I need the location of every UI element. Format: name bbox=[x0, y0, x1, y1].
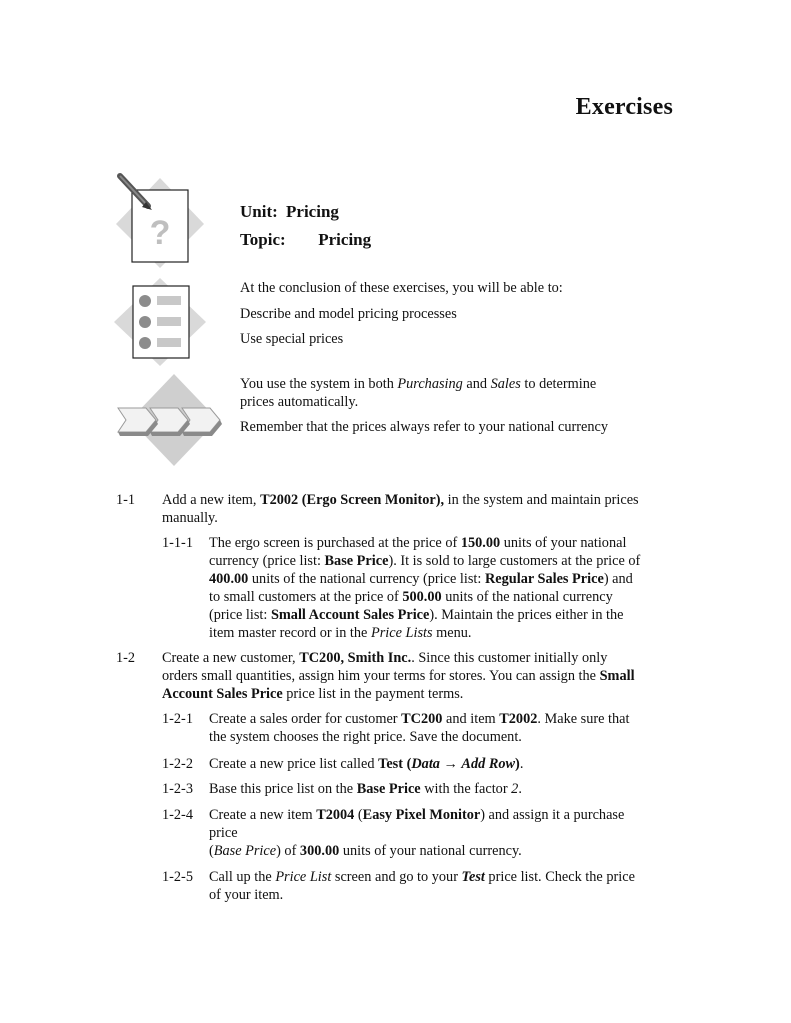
objectives-intro: At the conclusion of these exercises, you will be able to: bbox=[240, 280, 563, 296]
exercise-number: 1-1-1 bbox=[162, 535, 193, 551]
exercise-number: 1-2-5 bbox=[162, 869, 193, 885]
unit-value: Pricing bbox=[286, 202, 339, 221]
topic-value: Pricing bbox=[318, 230, 372, 249]
exercise-number: 1-2-1 bbox=[162, 711, 193, 727]
exercise-1-1-1-text: The ergo screen is purchased at the price of 150.00 units of your national currency (price list: Base Price). It is sold to large customers at the price of 400.00 units of the national currency (price list: Regular Sales Price) and to small customers at the price of 500.00 units of the national currency (price list: Small Account Sales Price). Maintain the prices either in the item master record or in the Price Lists menu. bbox=[209, 535, 641, 641]
exercise-number: 1-1 bbox=[116, 492, 136, 508]
unit-line bbox=[240, 202, 339, 222]
exercise-1-2-2-text: Create a new price list called Test (Data → Add Row). bbox=[209, 756, 524, 772]
exercise-1-1-text: Add a new item, T2002 (Ergo Screen Monitor), in the system and maintain prices manually. bbox=[162, 492, 639, 526]
scenario-paragraph: You use the system in both Purchasing and Sales to determine prices automatically. bbox=[240, 376, 597, 410]
exercise-1-2-4-text: Create a new item T2004 (Easy Pixel Monitor) and assign it a purchase price (Base Price) of 300.00 units of your national currency. bbox=[209, 807, 625, 859]
exercise-1-2-text: Create a new customer, TC200, Smith Inc.. Since this customer initially only orders small quantities, assign him your terms for stores. You can assign the Small Account Sales Price price list in the payment terms. bbox=[162, 650, 635, 702]
exercise-number: 1-2-3 bbox=[162, 781, 193, 797]
svg-text:?: ? bbox=[149, 214, 171, 252]
exercise-number: 1-2-2 bbox=[162, 756, 193, 772]
question-sheet-icon bbox=[112, 170, 208, 270]
objective-item: Use special prices bbox=[240, 331, 344, 347]
scenario-note: Remember that the prices always refer to your national currency bbox=[240, 419, 608, 435]
arrows-chevron-icon bbox=[112, 372, 232, 470]
objective-item: Describe and model pricing processes bbox=[240, 306, 457, 322]
page-title: Exercises bbox=[575, 94, 673, 120]
exercise-number: 1-2 bbox=[116, 650, 136, 666]
checklist-icon bbox=[112, 272, 208, 372]
topic-label: Topic: bbox=[240, 230, 286, 249]
unit-label: Unit: bbox=[240, 202, 278, 221]
exercise-1-2-5-text: Call up the Price List screen and go to your Test price list. Check the price of your item. bbox=[209, 869, 635, 903]
exercise-number: 1-2-4 bbox=[162, 807, 193, 823]
topic-line bbox=[240, 230, 371, 250]
exercise-1-2-1-text: Create a sales order for customer TC200 and item T2002. Make sure that the system chooses the right price. Save the document. bbox=[209, 711, 630, 745]
exercise-1-2-3-text: Base this price list on the Base Price with the factor 2. bbox=[209, 781, 522, 797]
arrow-right-icon: → bbox=[443, 756, 458, 772]
